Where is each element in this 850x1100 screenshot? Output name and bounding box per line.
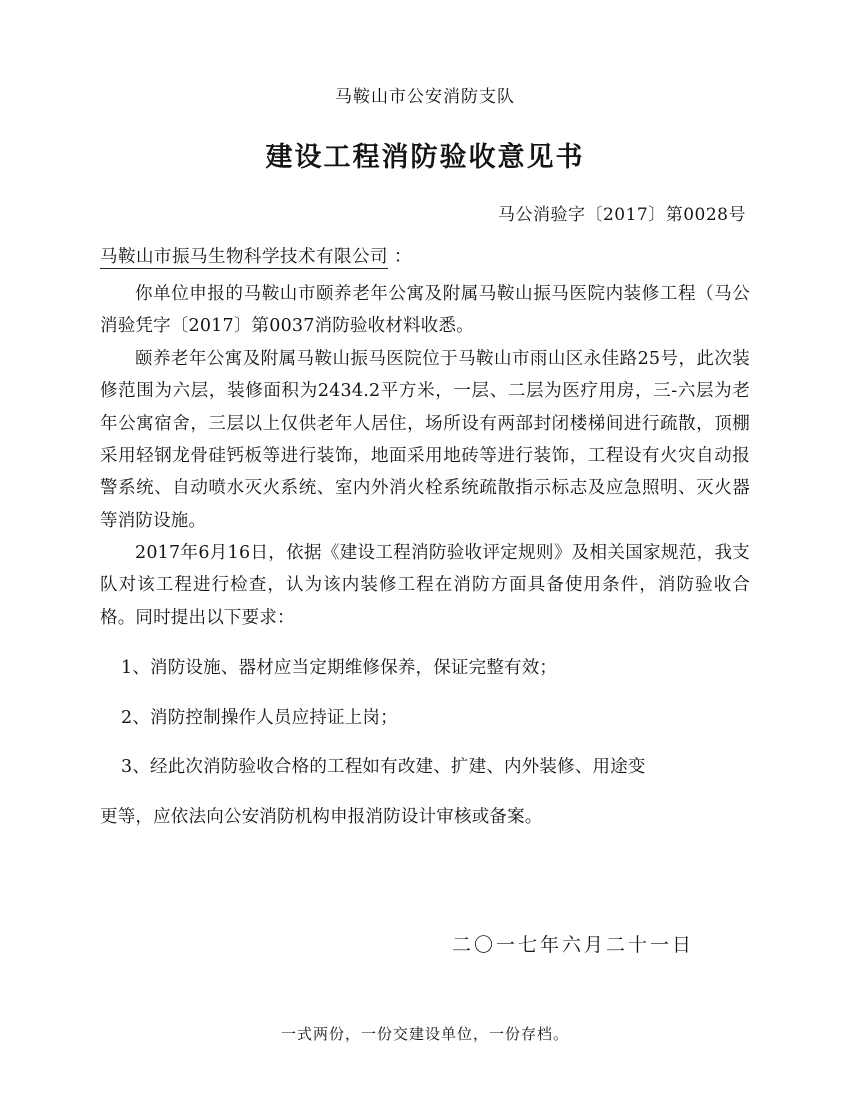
document-body xyxy=(100,278,750,834)
document-number: 马公消验字〔2017〕第0028号 xyxy=(497,205,746,225)
body-paragraph-1: 你单位申报的马鞍山市颐养老年公寓及附属马鞍山振马医院内装修工程（马公消验凭字〔2017〕第0037消防验收材料收悉。 xyxy=(100,284,750,337)
signature-date: 二〇一七年六月二十一日 xyxy=(451,933,694,956)
requirement-item-1: 1、消防设施、器材应当定期维修保养，保证完整有效； xyxy=(121,657,558,678)
recipient-colon: ： xyxy=(394,247,412,267)
footer-note: 一式两份，一份交建设单位，一份存档。 xyxy=(280,1025,569,1043)
requirement-item-3-continuation: 更等，应依法向公安消防机构申报消防设计审核或备案。 xyxy=(100,807,543,828)
body-paragraph-3: 2017年6月16日，依据《建设工程消防验收评定规则》及相关国家规范，我支队对该工程进行检查，认为该内装修工程在消防方面具备使用条件，消防验收合格。同时提出以下要求： xyxy=(100,543,750,628)
recipient-name: 马鞍山市振马生物科学技术有限公司 xyxy=(100,247,388,267)
recipient-line xyxy=(100,243,750,268)
requirement-item-2: 2、消防控制操作人员应持证上岗； xyxy=(121,707,398,728)
requirement-item-3: 3、经此次消防验收合格的工程如有改建、扩建、内外装修、用途变 xyxy=(121,757,646,778)
issuing-organization: 马鞍山市公安消防支队 xyxy=(335,87,515,107)
body-paragraph-2: 颐养老年公寓及附属马鞍山振马医院位于马鞍山市雨山区永佳路25号，此次装修范围为六层，装修面积为2434.2平方米，一层、二层为医疗用房，三-六层为老年公寓宿舍，三层以上仅供老年人居住，场所设有两部封闭楼梯间进行疏散，顶棚采用轻钢龙骨硅钙板等进行装饰，地面采用地砖等进行装饰，工程设有火灾自动报警系统、自动喷水灭火系统、室内外消火栓系统疏散指示标志及应急照明、灭火器等消防设施。 xyxy=(100,348,750,531)
page-title: 建设工程消防验收意见书 xyxy=(265,142,585,173)
